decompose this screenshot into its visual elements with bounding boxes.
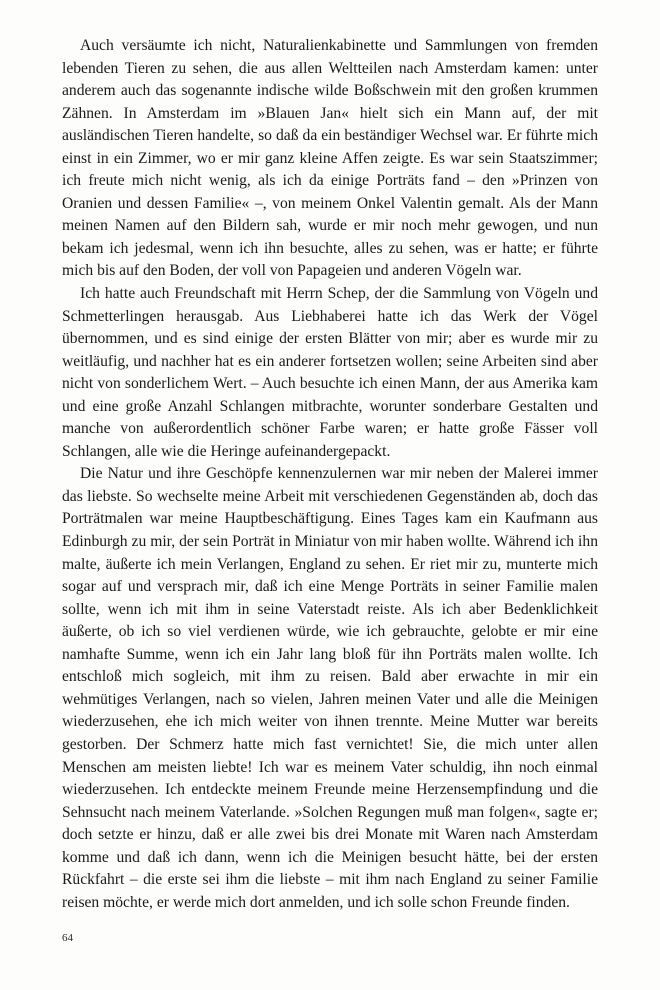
body-text xyxy=(62,35,598,914)
page-number: 64 xyxy=(62,932,73,944)
paragraph-3: Die Natur und ihre Geschöpfe kennenzulernen war mir neben der Malerei immer das liebste. So wechselte meine Arbeit mit verschiedenen Gegenständen ab, doch das Porträtmalen war meine Hauptbeschäftigung. Eines Tages kam ein Kaufmann aus Edinburgh zu mir, der sein Porträt in Miniatur von mir haben wollte. Während ich ihn malte, äußerte ich mein Verlangen, England zu sehen. Er riet mir zu, munterte mich sogar auf und versprach mir, daß ich eine Menge Porträts in seiner Familie malen sollte, wenn ich mit ihm in seine Vaterstadt reiste. Als ich aber Bedenklichkeit äußerte, ob ich so viel verdienen würde, wie ich gebrauchte, gelobte er mir eine namhafte Summe, wenn ich ein Jahr lang bloß für ihn Porträts malen wollte. Ich entschloß mich sogleich, mit ihm zu reisen. Bald aber erwachte in mir ein wehmütiges Verlangen, nach so vielen, Jahren meinen Vater und alle die Meinigen wiederzusehen, ehe ich mich weiter von ihnen trennte. Meine Mutter war bereits gestorben. Der Schmerz hatte mich fast vernichtet! Sie, die mich unter allen Menschen am meisten liebte! Ich war es meinem Vater schuldig, ihn noch einmal wiederzusehen. Ich entdeckte meinem Freunde meine Herzensempfindung und die Sehnsucht nach meinem Vaterlande. »Solchen Regungen muß man folgen«, sagte er; doch setzte er hinzu, daß er alle zwei bis drei Monate mit Waren nach Amsterdam komme und daß ich dann, wenn ich die Meinigen besucht hätte, bei der ersten Rückfahrt – die erste sei ihm die liebste – mit ihm nach England zu seiner Familie reisen möchte, er werde mich dort anmelden, und ich solle schon Freunde finden. xyxy=(62,465,598,911)
paragraph-2: Ich hatte auch Freundschaft mit Herrn Schep, der die Sammlung von Vögeln und Schmetterlingen herausgab. Aus Liebhaberei hatte ich das Werk der Vögel übernommen, und es sind einige der ersten Blätter von mir; aber es wurde mir zu weitläufig, und nachher hat es ein anderer fortsetzen wollen; seine Arbeiten sind aber nicht von sonderlichem Wert. – Auch besuchte ich einen Mann, der aus Amerika kam und eine große Anzahl Schlangen mitbrachte, worunter sonderbare Gestalten und manche von außerordentlich schöner Farbe waren; er hatte große Fässer voll Schlangen, alle wie die Heringe aufeinandergepackt. xyxy=(62,285,598,460)
paragraph-1: Auch versäumte ich nicht, Naturalienkabinette und Sammlungen von fremden lebenden Tieren zu sehen, die aus allen Weltteilen nach Amsterdam kamen: unter anderem auch das sogenannte indische wilde Boßschwein mit den großen krummen Zähnen. In Amsterdam im »Blauen Jan« hielt sich ein Mann auf, der mit ausländischen Tieren handelte, so daß da ein beständiger Wechsel war. Er führte mich einst in ein Zimmer, wo er mir ganz kleine Affen zeigte. Es war sein Staatszimmer; ich freute mich nicht wenig, als ich da einige Porträts fand – den »Prinzen von Oranien und dessen Familie« –, von meinem Onkel Valentin gemalt. Als der Mann meinen Namen auf den Bildern sah, wurde er mir noch mehr gewogen, und nun bekam ich jedesmal, wenn ich ihn besuchte, alles zu sehen, was er hatte; er führte mich bis auf den Boden, der voll von Papageien und anderen Vögeln war. xyxy=(62,37,598,280)
